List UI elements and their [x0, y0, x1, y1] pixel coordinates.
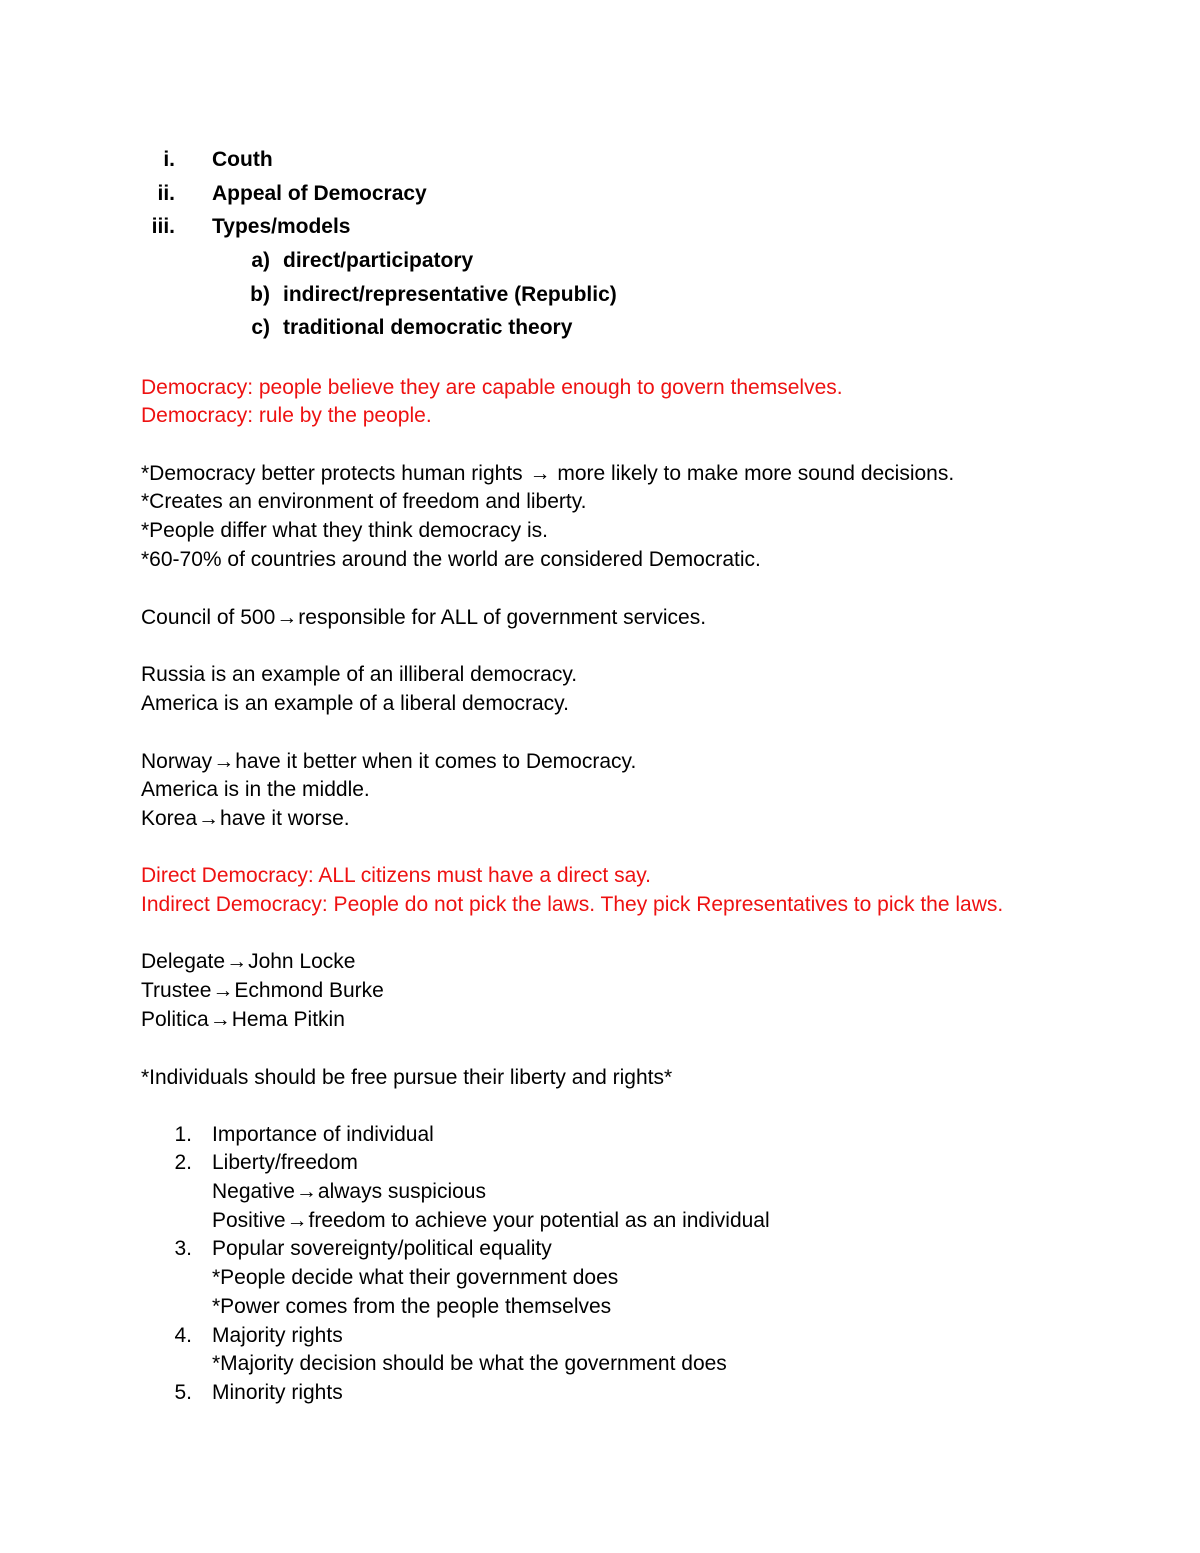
outline-marker-ii: ii.	[157, 182, 175, 205]
liberty-negative: Negative→always suspicious	[212, 1180, 486, 1203]
type-indirect: indirect/representative (Republic)	[283, 283, 617, 306]
arrow-icon: →	[226, 950, 248, 973]
outline-item-appeal: Appeal of Democracy	[212, 182, 427, 205]
arrow-icon: →	[286, 1209, 308, 1232]
outline-item-couth: Couth	[212, 148, 273, 171]
type-direct: direct/participatory	[283, 249, 474, 272]
ranking-korea: Korea→have it worse.	[141, 807, 350, 830]
ranking-america: America is in the middle.	[141, 778, 370, 801]
liberty-positive: Positive→freedom to achieve your potential as an individual	[212, 1209, 770, 1232]
direct-democracy: Direct Democracy: ALL citizens must have a direct say.	[141, 864, 652, 887]
representation-trustee: Trustee→Echmond Burke	[141, 979, 384, 1002]
point-human-rights: *Democracy better protects human rights → more likely to make more sound decisions.	[141, 462, 955, 485]
principle-individual: Importance of individual	[212, 1123, 434, 1146]
majority-note: *Majority decision should be what the government does	[212, 1352, 727, 1375]
example-america: America is an example of a liberal democracy.	[141, 692, 569, 715]
principle-marker-5: 5.	[174, 1381, 192, 1404]
individuals-statement: *Individuals should be free pursue their liberty and rights*	[141, 1066, 673, 1089]
outline-marker-iii: iii.	[151, 215, 175, 238]
arrow-icon: →	[212, 979, 234, 1002]
sovereignty-note-1: *People decide what their government does	[212, 1266, 619, 1289]
principle-majority: Majority rights	[212, 1324, 343, 1347]
arrow-icon: →	[209, 1008, 231, 1031]
council-of-500: Council of 500→responsible for ALL of government services.	[141, 606, 707, 629]
principle-marker-3: 3.	[174, 1237, 192, 1260]
outline-item-types: Types/models	[212, 215, 351, 238]
outline-marker-i: i.	[163, 148, 175, 171]
ranking-norway: Norway→have it better when it comes to Democracy.	[141, 750, 637, 773]
type-traditional: traditional democratic theory	[283, 316, 573, 339]
principle-marker-1: 1.	[174, 1123, 192, 1146]
representation-politica: Politica→Hema Pitkin	[141, 1008, 345, 1031]
arrow-icon: →	[295, 1180, 317, 1203]
point-countries: *60-70% of countries around the world are considered Democratic.	[141, 548, 761, 571]
arrow-icon: →	[213, 750, 235, 773]
type-marker-a: a)	[251, 249, 270, 272]
principle-minority: Minority rights	[212, 1381, 343, 1404]
type-marker-c: c)	[251, 316, 270, 339]
arrow-icon: →	[276, 606, 298, 629]
arrow-icon: →	[529, 462, 551, 485]
definition-rule: Democracy: rule by the people.	[141, 404, 432, 427]
example-russia: Russia is an example of an illiberal democracy.	[141, 663, 578, 686]
representation-delegate: Delegate→John Locke	[141, 950, 356, 973]
definition-govern: Democracy: people believe they are capable enough to govern themselves.	[141, 376, 843, 399]
arrow-icon: →	[198, 807, 220, 830]
principle-liberty: Liberty/freedom	[212, 1151, 358, 1174]
point-freedom: *Creates an environment of freedom and liberty.	[141, 490, 587, 513]
principle-marker-4: 4.	[174, 1324, 192, 1347]
principle-marker-2: 2.	[174, 1151, 192, 1174]
principle-sovereignty: Popular sovereignty/political equality	[212, 1237, 552, 1260]
type-marker-b: b)	[250, 283, 270, 306]
sovereignty-note-2: *Power comes from the people themselves	[212, 1295, 612, 1318]
point-differ: *People differ what they think democracy is.	[141, 519, 548, 542]
indirect-democracy: Indirect Democracy: People do not pick the laws. They pick Representatives to pick the laws.	[141, 893, 1004, 916]
